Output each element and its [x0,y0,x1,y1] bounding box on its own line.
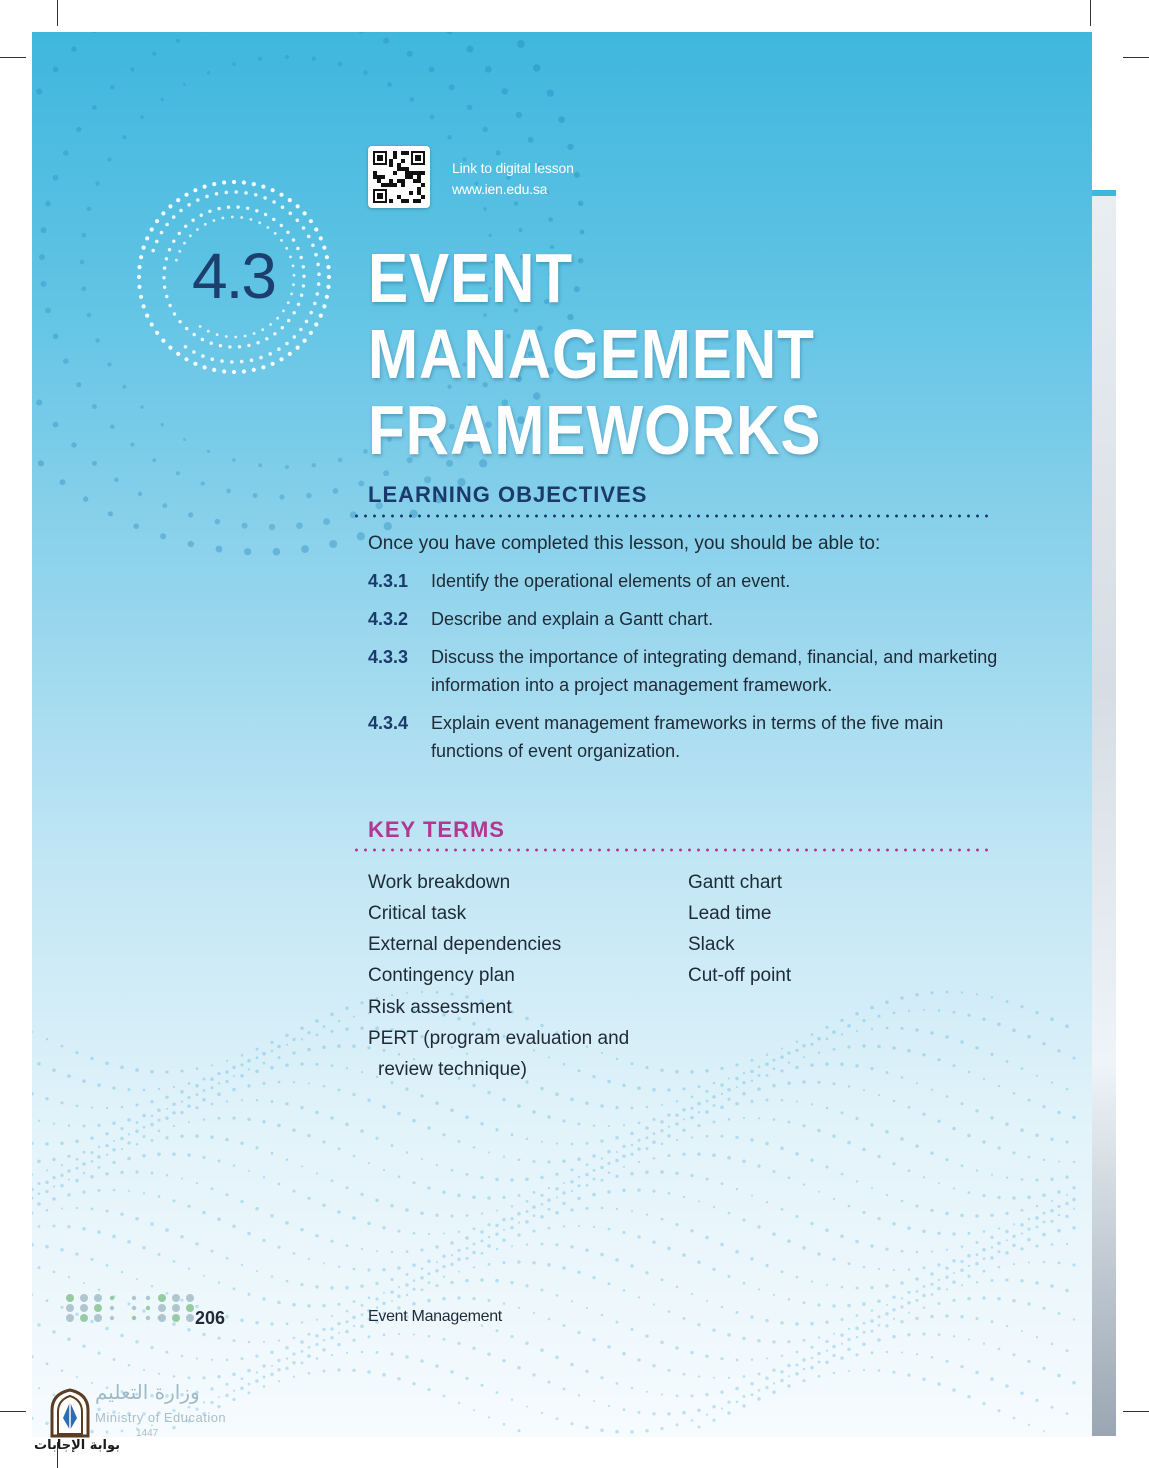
page-edge-strip [1092,192,1116,1436]
ministry-name-arabic: وزارة التعليم [95,1380,200,1404]
objective-number: 4.3.3 [368,647,409,667]
learning-objectives-heading: LEARNING OBJECTIVES [368,482,648,507]
ministry-name-english: Ministry of Education [95,1410,227,1425]
ministry-logo-icon [62,1290,202,1330]
crop-mark [0,57,26,58]
objective-text: Explain event management frameworks in terms of the five main functions of event organization. [431,713,944,761]
ministry-year: 1447 [136,1428,159,1437]
learning-objectives-divider [352,514,992,518]
key-term: Work breakdown [368,872,511,893]
objective-text: Discuss the importance of integrating demand, financial, and marketing information into a project management framework. [431,647,998,695]
key-term: PERT (program evaluation and [368,1028,630,1049]
crop-mark [1090,0,1091,26]
digital-lesson-url: www.ien.edu.sa [452,181,548,197]
key-term: review technique) [378,1059,527,1080]
digital-lesson-label: Link to digital lesson [452,160,574,176]
page-edge-accent [1092,190,1116,196]
qr-code[interactable] [368,146,430,208]
objective-number: 4.3.1 [368,571,409,591]
crop-mark [57,0,58,26]
lesson-title-line1: EVENT MANAGEMENT [368,239,815,393]
key-term: Slack [688,934,735,955]
objective-text: Identify the operational elements of an event. [431,571,791,591]
key-terms-heading: KEY TERMS [368,817,505,842]
watermark-text: بوابة الإجابات [34,1438,120,1453]
objective-text: Describe and explain a Gantt chart. [431,609,714,629]
digital-lesson-link[interactable] [452,158,574,200]
crop-mark [1123,57,1149,58]
qr-code-icon [373,151,425,203]
lesson-title-line2: FRAMEWORKS [368,391,822,469]
key-term: External dependencies [368,934,562,955]
objective-number: 4.3.2 [368,609,409,629]
lesson-number: 4.3 [192,240,275,312]
key-term: Gantt chart [688,872,782,893]
objective-number: 4.3.4 [368,713,409,733]
key-term: Risk assessment [368,997,512,1018]
page [32,32,1092,1437]
lesson-title [368,240,970,468]
key-term: Cut-off point [688,965,792,986]
watermark-logo-icon [47,1388,93,1438]
key-term: Contingency plan [368,965,515,986]
crop-mark [1123,1411,1149,1412]
book-title: Event Management [368,1308,502,1325]
crop-mark [0,1411,26,1412]
learning-objectives-intro: Once you have completed this lesson, you should be able to: [368,533,881,554]
key-term: Lead time [688,903,772,924]
key-terms-divider [352,848,992,852]
page-number: 206 [195,1308,226,1328]
key-term: Critical task [368,903,467,924]
